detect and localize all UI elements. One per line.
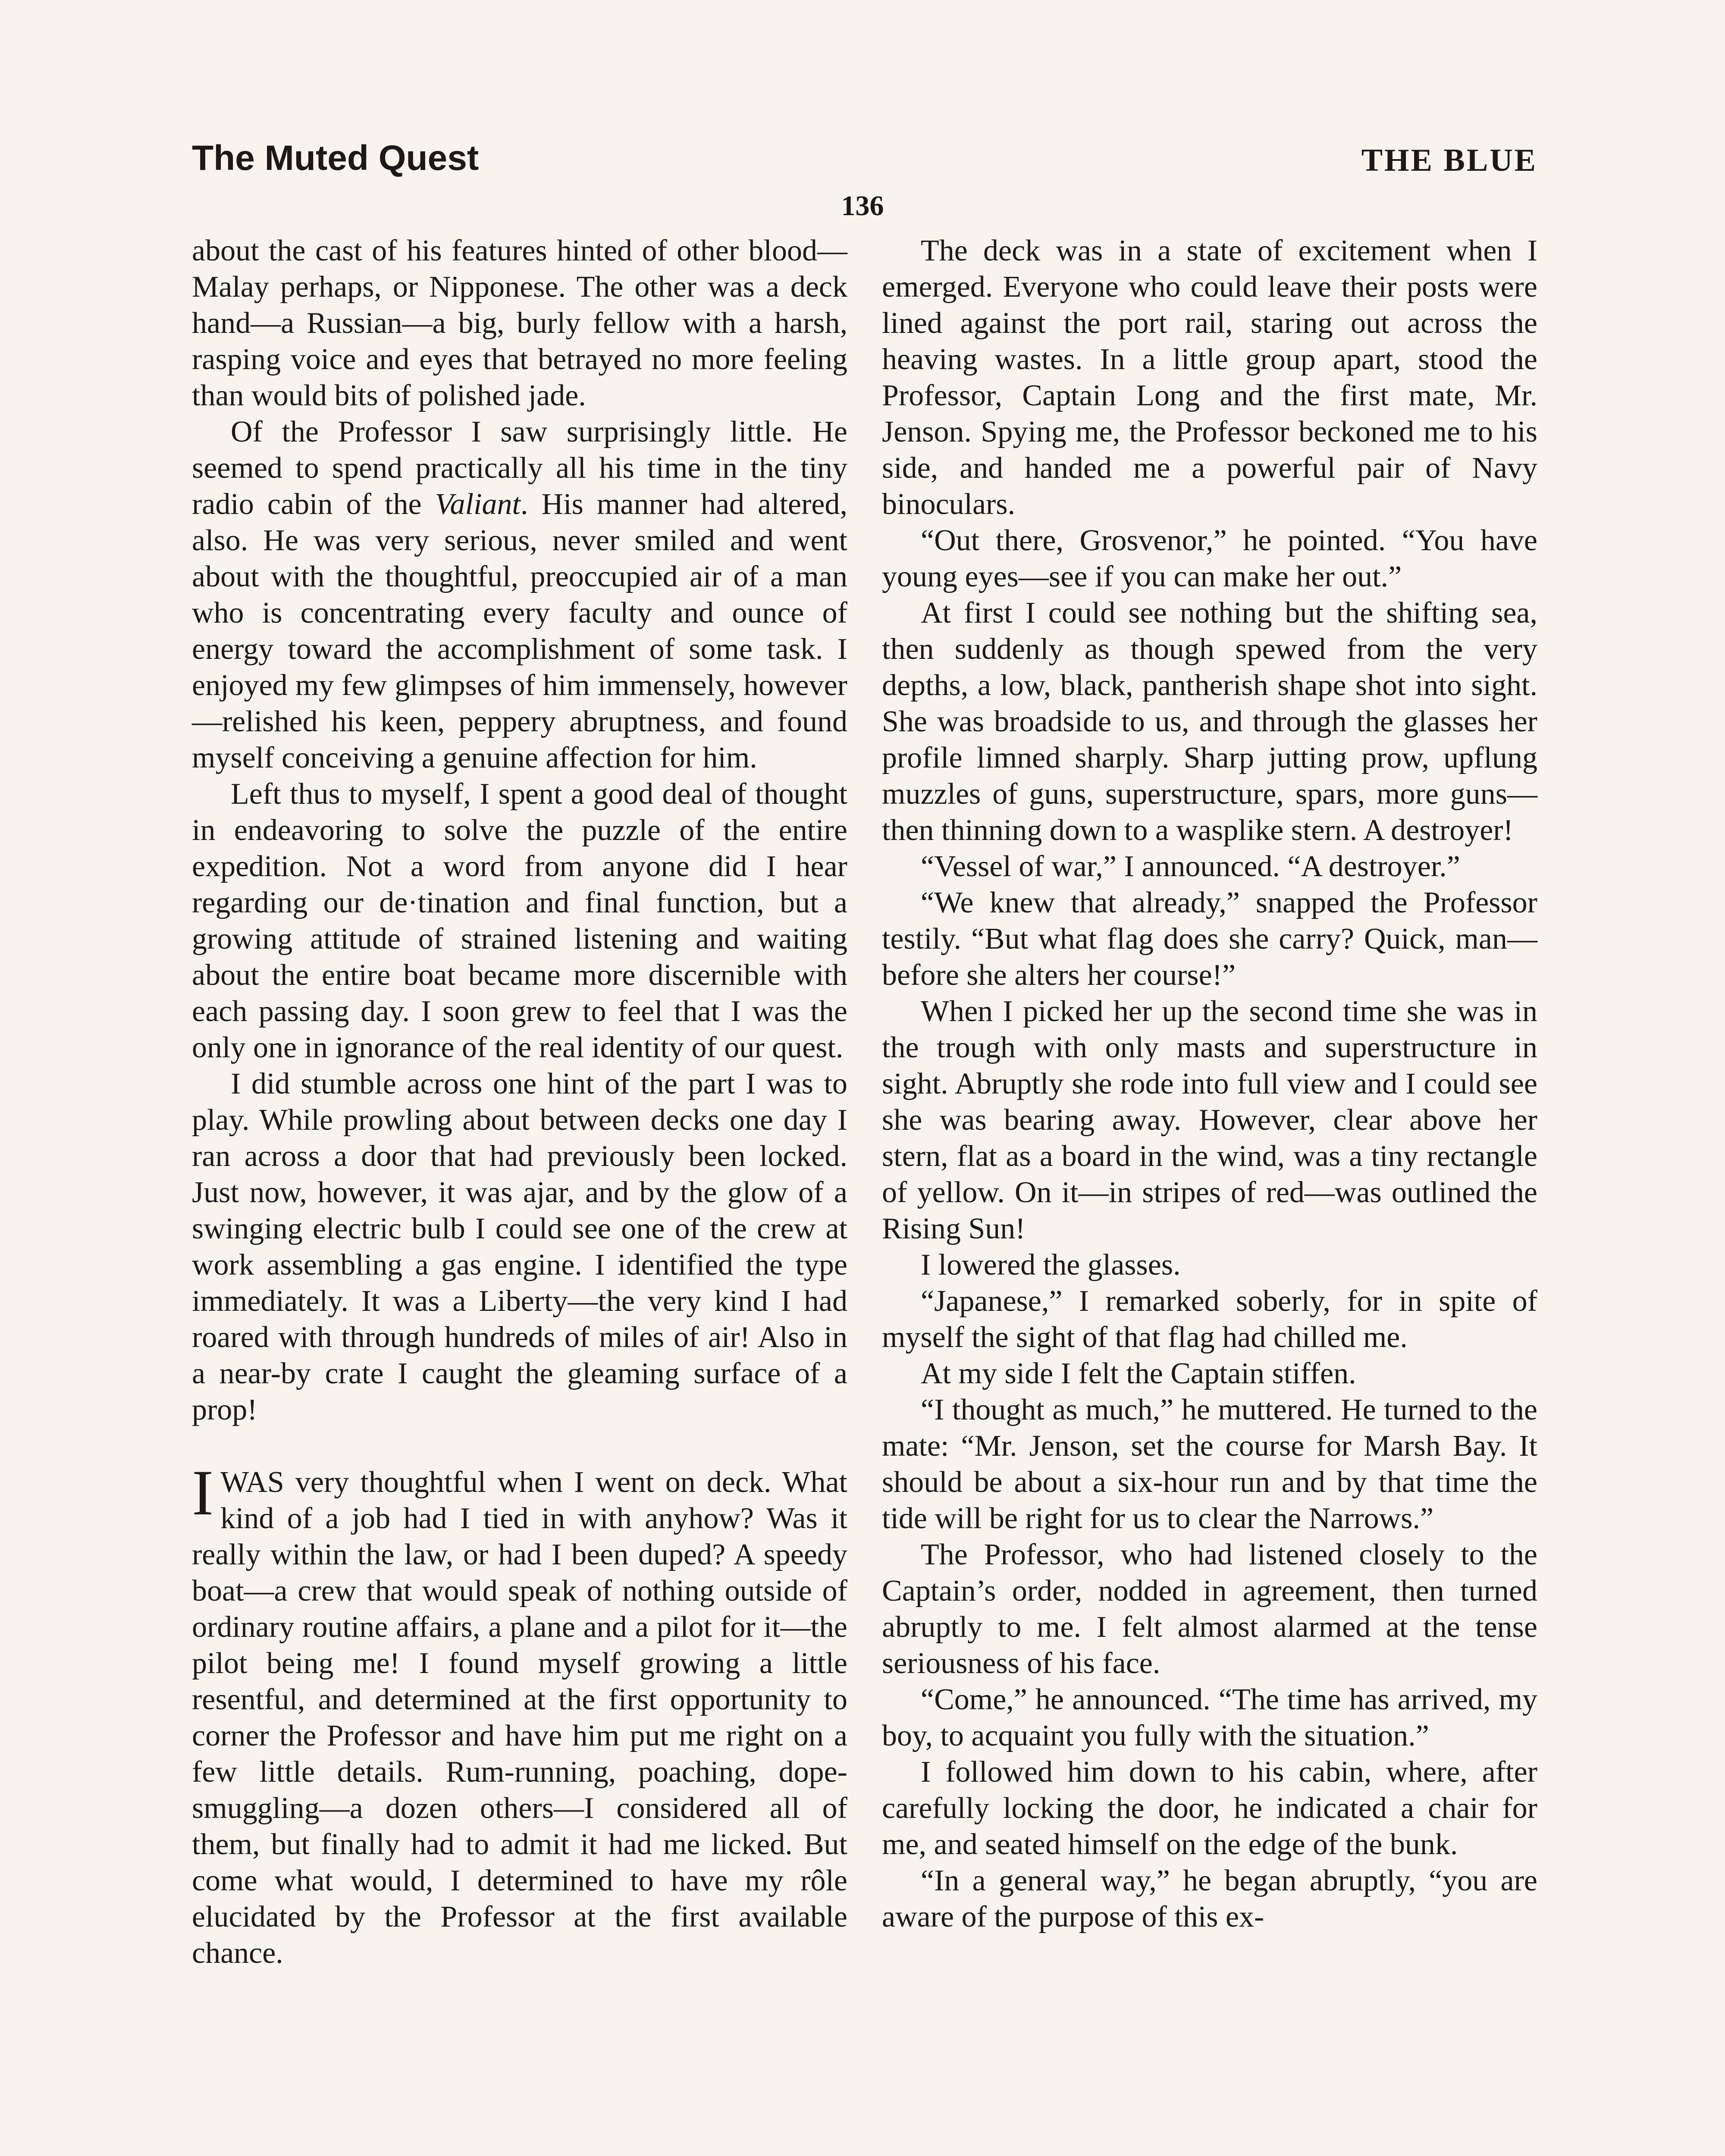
paragraph: “Come,” he announced. “The time has arrived, my boy, to acquaint you fully with the situation.”	[882, 1683, 1537, 1752]
paragraph: “We knew that already,” snapped the Professor testily. “But what flag does she carry? Quick, man—before she alters her course!”	[882, 886, 1537, 992]
running-head	[192, 138, 1537, 190]
paragraph: about the cast of his features hinted of other blood—Malay perhaps, or Nipponese. The other was a deck hand—a Russian—a big, burly fellow with a harsh, rasping voice and eyes that betrayed no more feeling than would bits of polished jade.	[192, 234, 847, 412]
paragraph: “I thought as much,” he muttered. He turned to the mate: “Mr. Jenson, set the course for Marsh Bay. It should be about a six-hour run and by that time the tide will be right for us to clear the Narrows.”	[882, 1393, 1537, 1535]
magazine-title: THE BLUE	[1361, 143, 1537, 178]
paragraph: I lowered the glasses.	[921, 1248, 1181, 1282]
paragraph: The Professor, who had listened closely to the Captain’s order, nodded in agreement, then turned abruptly to me. I felt almost alarmed at the tense seriousness of his face.	[882, 1538, 1537, 1680]
page-number: 136	[841, 190, 884, 222]
paragraph: The deck was in a state of excitement when I emerged. Everyone who could leave their posts were lined against the port rail, staring out across the heaving wastes. In a little group apart, stood the Professor, Captain Long and the first mate, Mr. Jenson. Spying me, the Professor beckoned me to his side, and handed me a powerful pair of Navy binoculars.	[882, 234, 1537, 521]
paragraph: Left thus to myself, I spent a good deal of thought in endeavoring to solve the puzzle of the entire expedition. Not a word from anyone did I hear regarding our de·tination and final function, but a growing attitude of strained listening and waiting about the entire boat became more discernible with each passing day. I soon grew to feel that I was the only one in ignorance of the real identity of our quest.	[192, 777, 847, 1064]
paragraph: “Japanese,” I remarked soberly, for in spite of myself the sight of that flag had chilled me.	[882, 1285, 1537, 1354]
paragraph: I followed him down to his cabin, where, after carefully locking the door, he indicated a chair for me, and seated himself on the edge of the bunk.	[882, 1755, 1537, 1861]
paragraph: At my side I felt the Captain stiffen.	[921, 1357, 1356, 1390]
text-run: . His manner had altered, also. He was very serious, never smiled and went about with the thoughtful, preoccupied air of a man who is concentrating every faculty and ounce of energy toward the accomplishment of some task. I enjoyed my few glimpses of him immensely, however—relished his keen, peppery abruptness, and found myself conceiving a genuine affection for him.	[192, 488, 848, 774]
paragraph: I did stumble across one hint of the part I was to play. While prowling about between decks one day I ran across a door that had previously been locked. Just now, however, it was ajar, and by the glow of a swinging electric bulb I could see one of the crew at work assembling a gas engine. I identified the type immediately. It was a Liberty—the very kind I had roared with through hundreds of miles of air! Also in a near-by crate I caught the gleaming surface of a prop!	[192, 1067, 847, 1426]
left-column	[192, 233, 847, 1971]
text-run: Of the Professor I saw surprisingly little. He seemed to spend practically all his time in the tiny radio cabin of the	[192, 415, 847, 521]
drop-cap: I	[192, 1457, 213, 1529]
paragraph: At first I could see nothing but the shifting sea, then suddenly as though spewed from the very depths, a low, black, pantherish shape shot into sight. She was broadside to us, and through the glasses her profile limned sharply. Sharp jutting prow, upflung muzzles of guns, superstructure, spars, more guns—then thinning down to a wasplike stern. A destroyer!	[882, 596, 1537, 847]
story-title: The Muted Quest	[192, 138, 479, 178]
paragraph: “Out there, Grosvenor,” he pointed. “You have young eyes—see if you can make her out.”	[882, 524, 1537, 593]
paragraph: “In a general way,” he began abruptly, “you are aware of the purpose of this ex-	[882, 1864, 1537, 1934]
paragraph: “Vessel of war,” I announced. “A destroyer.”	[921, 850, 1460, 883]
paragraph: When I picked her up the second time she was in the trough with only masts and superstructure in sight. Abruptly she rode into full view and I could see she was bearing away. However, clear above her stern, flat as a board in the wind, was a tiny rectangle of yellow. On it—in stripes of red—was outlined the Rising Sun!	[882, 995, 1537, 1245]
section-paragraph	[192, 1457, 847, 1971]
ship-name: Valiant	[435, 488, 521, 521]
text-run: WAS very thoughtful when I went on deck. What kind of a job had I tied in with anyhow? Was it really within the law, or had I been duped? A speedy boat—a crew that would speak of nothing outside of ordinary routine affairs, a plane and a pilot for it—the pilot being me! I found myself growing a little resentful, and determined at the first opportunity to corner the Professor and have him put me right on a few little details. Rum-running, poaching, dope-smuggling—a dozen others—I considered all of them, but finally had to admit it had me licked. But come what would, I determined to have my rôle elucidated by the Professor at the first available chance.	[192, 1466, 847, 1970]
paragraph	[192, 414, 847, 776]
right-column	[882, 233, 1537, 1935]
